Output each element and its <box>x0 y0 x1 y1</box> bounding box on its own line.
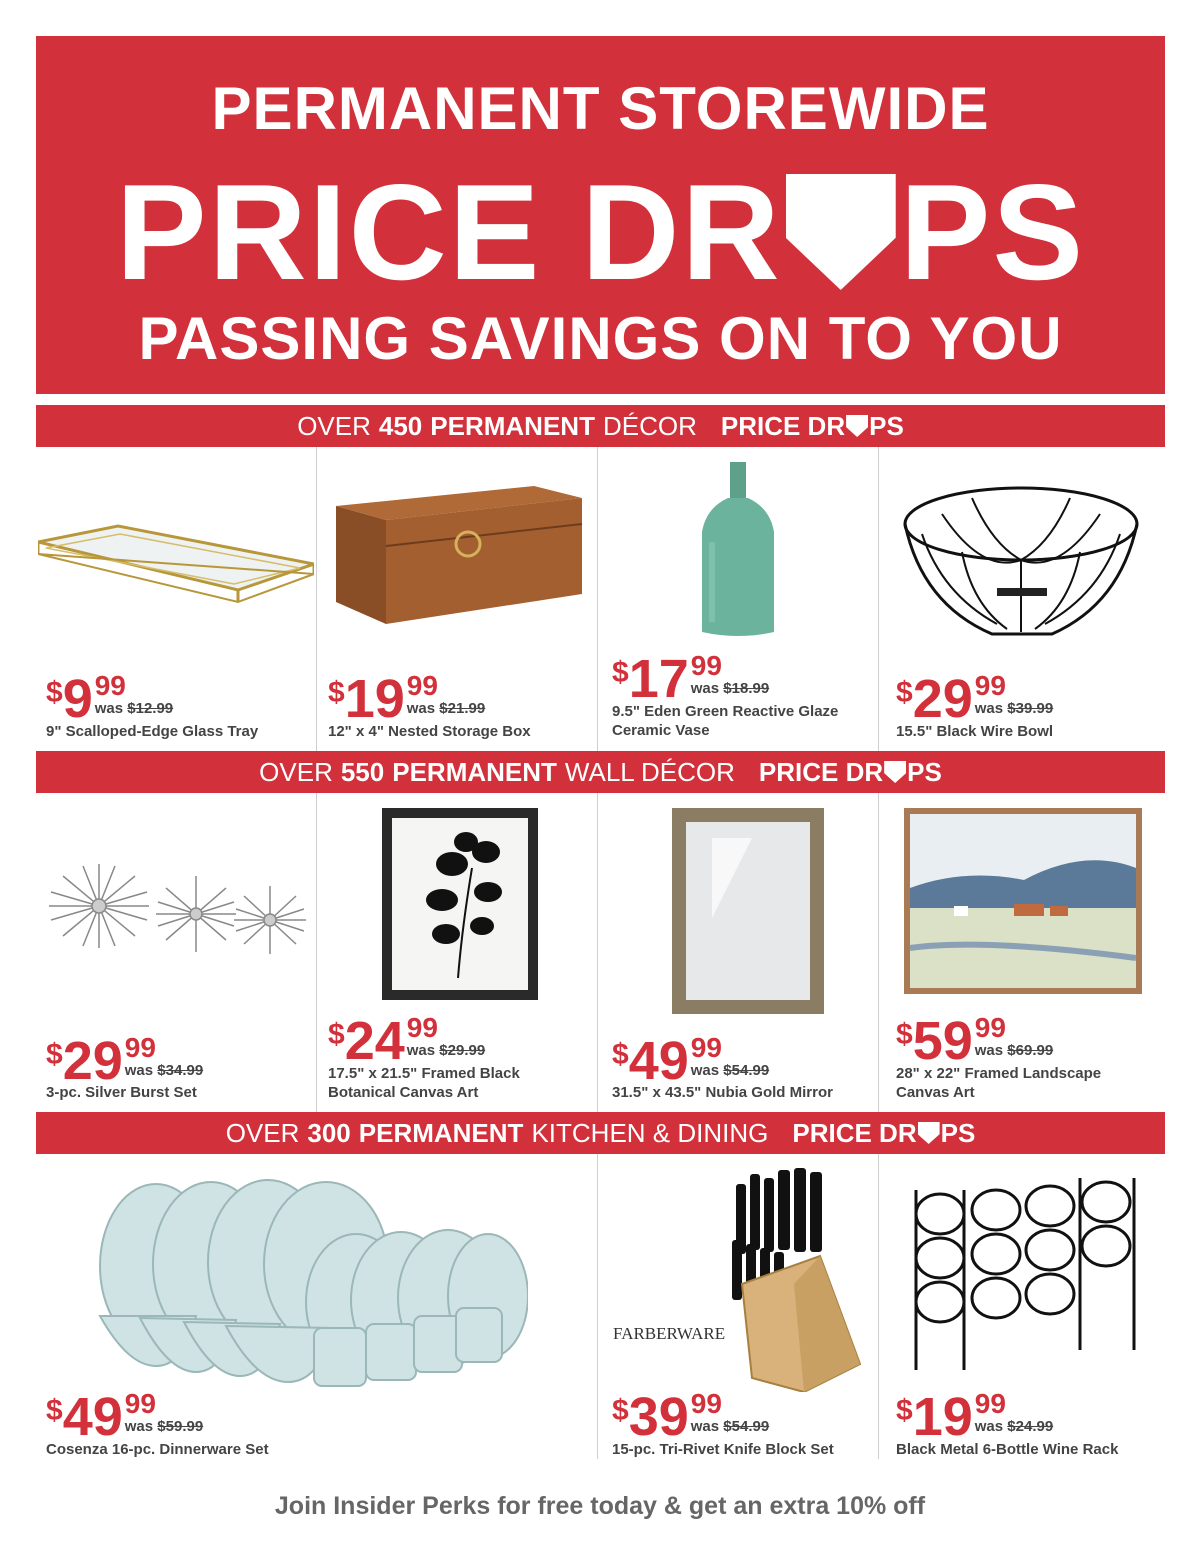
price-tag: $ 39 99 was $54.99 <box>612 1387 770 1447</box>
shield-o-icon <box>884 761 906 783</box>
product-description: 3-pc. Silver Burst Set <box>46 1084 197 1101</box>
product-description: Black Metal 6-Bottle Wine Rack <box>896 1441 1119 1458</box>
grid-divider <box>316 447 317 751</box>
price-tag: $ 19 99 was $24.99 <box>896 1387 1054 1447</box>
grid-divider <box>597 447 598 751</box>
hero-headline-top: PERMANENT STOREWIDE <box>211 75 990 142</box>
price-tag: $ 59 99 was $69.99 <box>896 1011 1054 1071</box>
wine-rack-image[interactable] <box>910 1170 1142 1374</box>
product-description: 15.5" Black Wire Bowl <box>896 723 1054 740</box>
hero-banner <box>36 36 1165 394</box>
price-tag: $ 49 99 was $59.99 <box>46 1387 204 1447</box>
grid-divider <box>316 793 317 1112</box>
price-tag: $ 9 99 was $12.99 <box>46 669 174 729</box>
product-description: 9.5" Eden Green Reactive Glaze Ceramic Vase <box>612 703 839 739</box>
knife-block-image[interactable] <box>724 1164 864 1392</box>
product-description: 15-pc. Tri-Rivet Knife Block Set <box>612 1441 834 1458</box>
product-description: 28" x 22" Framed Landscape Canvas Art <box>896 1065 1102 1101</box>
shield-o-icon <box>786 174 896 290</box>
grid-divider <box>878 793 879 1112</box>
hero-headline-bottom: PASSING SAVINGS ON TO YOU <box>138 305 1063 372</box>
landscape-art-image[interactable] <box>904 808 1142 994</box>
product-description: 9" Scalloped-Edge Glass Tray <box>46 723 259 740</box>
product-description: 31.5" x 43.5" Nubia Gold Mirror <box>612 1084 833 1101</box>
price-drops-label: PRICE DR PS <box>720 410 904 441</box>
gold-mirror-image[interactable] <box>672 808 824 1014</box>
brand-logo: FARBERWARE <box>613 1324 726 1343</box>
product-description: 17.5" x 21.5" Framed Black Botanical Canvas Art <box>328 1065 520 1101</box>
product-description: 12" x 4" Nested Storage Box <box>328 723 531 740</box>
shield-o-icon <box>846 415 868 437</box>
dinnerware-image[interactable] <box>96 1176 528 1390</box>
price-drops-label: PRICE DR PS <box>758 756 942 787</box>
grid-divider <box>878 447 879 751</box>
footer-promo[interactable]: Join Insider Perks for free today & get an extra 10% off <box>274 1492 926 1520</box>
section-band-kitchen: OVER 300 PERMANENT KITCHEN & DINING PRICE DR PS <box>36 1112 1165 1154</box>
section-band-wall-decor: OVER 550 PERMANENT WALL DÉCOR PRICE DR PS <box>36 751 1165 793</box>
price-tag: $ 19 99 was $21.99 <box>328 669 486 729</box>
section-band-decor: OVER 450 PERMANENT DÉCOR PRICE DR PS <box>36 405 1165 447</box>
price-tag: $ 49 99 was $54.99 <box>612 1031 770 1091</box>
wire-bowl-image[interactable] <box>902 484 1140 640</box>
grid-divider <box>878 1154 879 1459</box>
price-tag: $ 29 99 was $39.99 <box>896 669 1054 729</box>
grid-divider <box>597 1154 598 1459</box>
ceramic-vase-image[interactable] <box>698 462 778 638</box>
hero-headline-main: PRICE DR PS <box>115 156 1086 308</box>
grid-divider <box>597 793 598 1112</box>
shield-o-icon <box>918 1122 940 1144</box>
price-tag: $ 17 99 was $18.99 <box>612 649 770 709</box>
botanical-art-image[interactable] <box>382 808 538 1000</box>
silver-burst-image[interactable] <box>44 860 312 960</box>
price-tag: $ 29 99 was $34.99 <box>46 1031 204 1091</box>
price-drops-label: PRICE DR PS <box>792 1117 976 1148</box>
price-tag: $ 24 99 was $29.99 <box>328 1011 486 1071</box>
storage-box-image[interactable] <box>334 484 584 624</box>
product-description: Cosenza 16-pc. Dinnerware Set <box>46 1441 269 1458</box>
glass-tray-image[interactable] <box>38 520 314 610</box>
